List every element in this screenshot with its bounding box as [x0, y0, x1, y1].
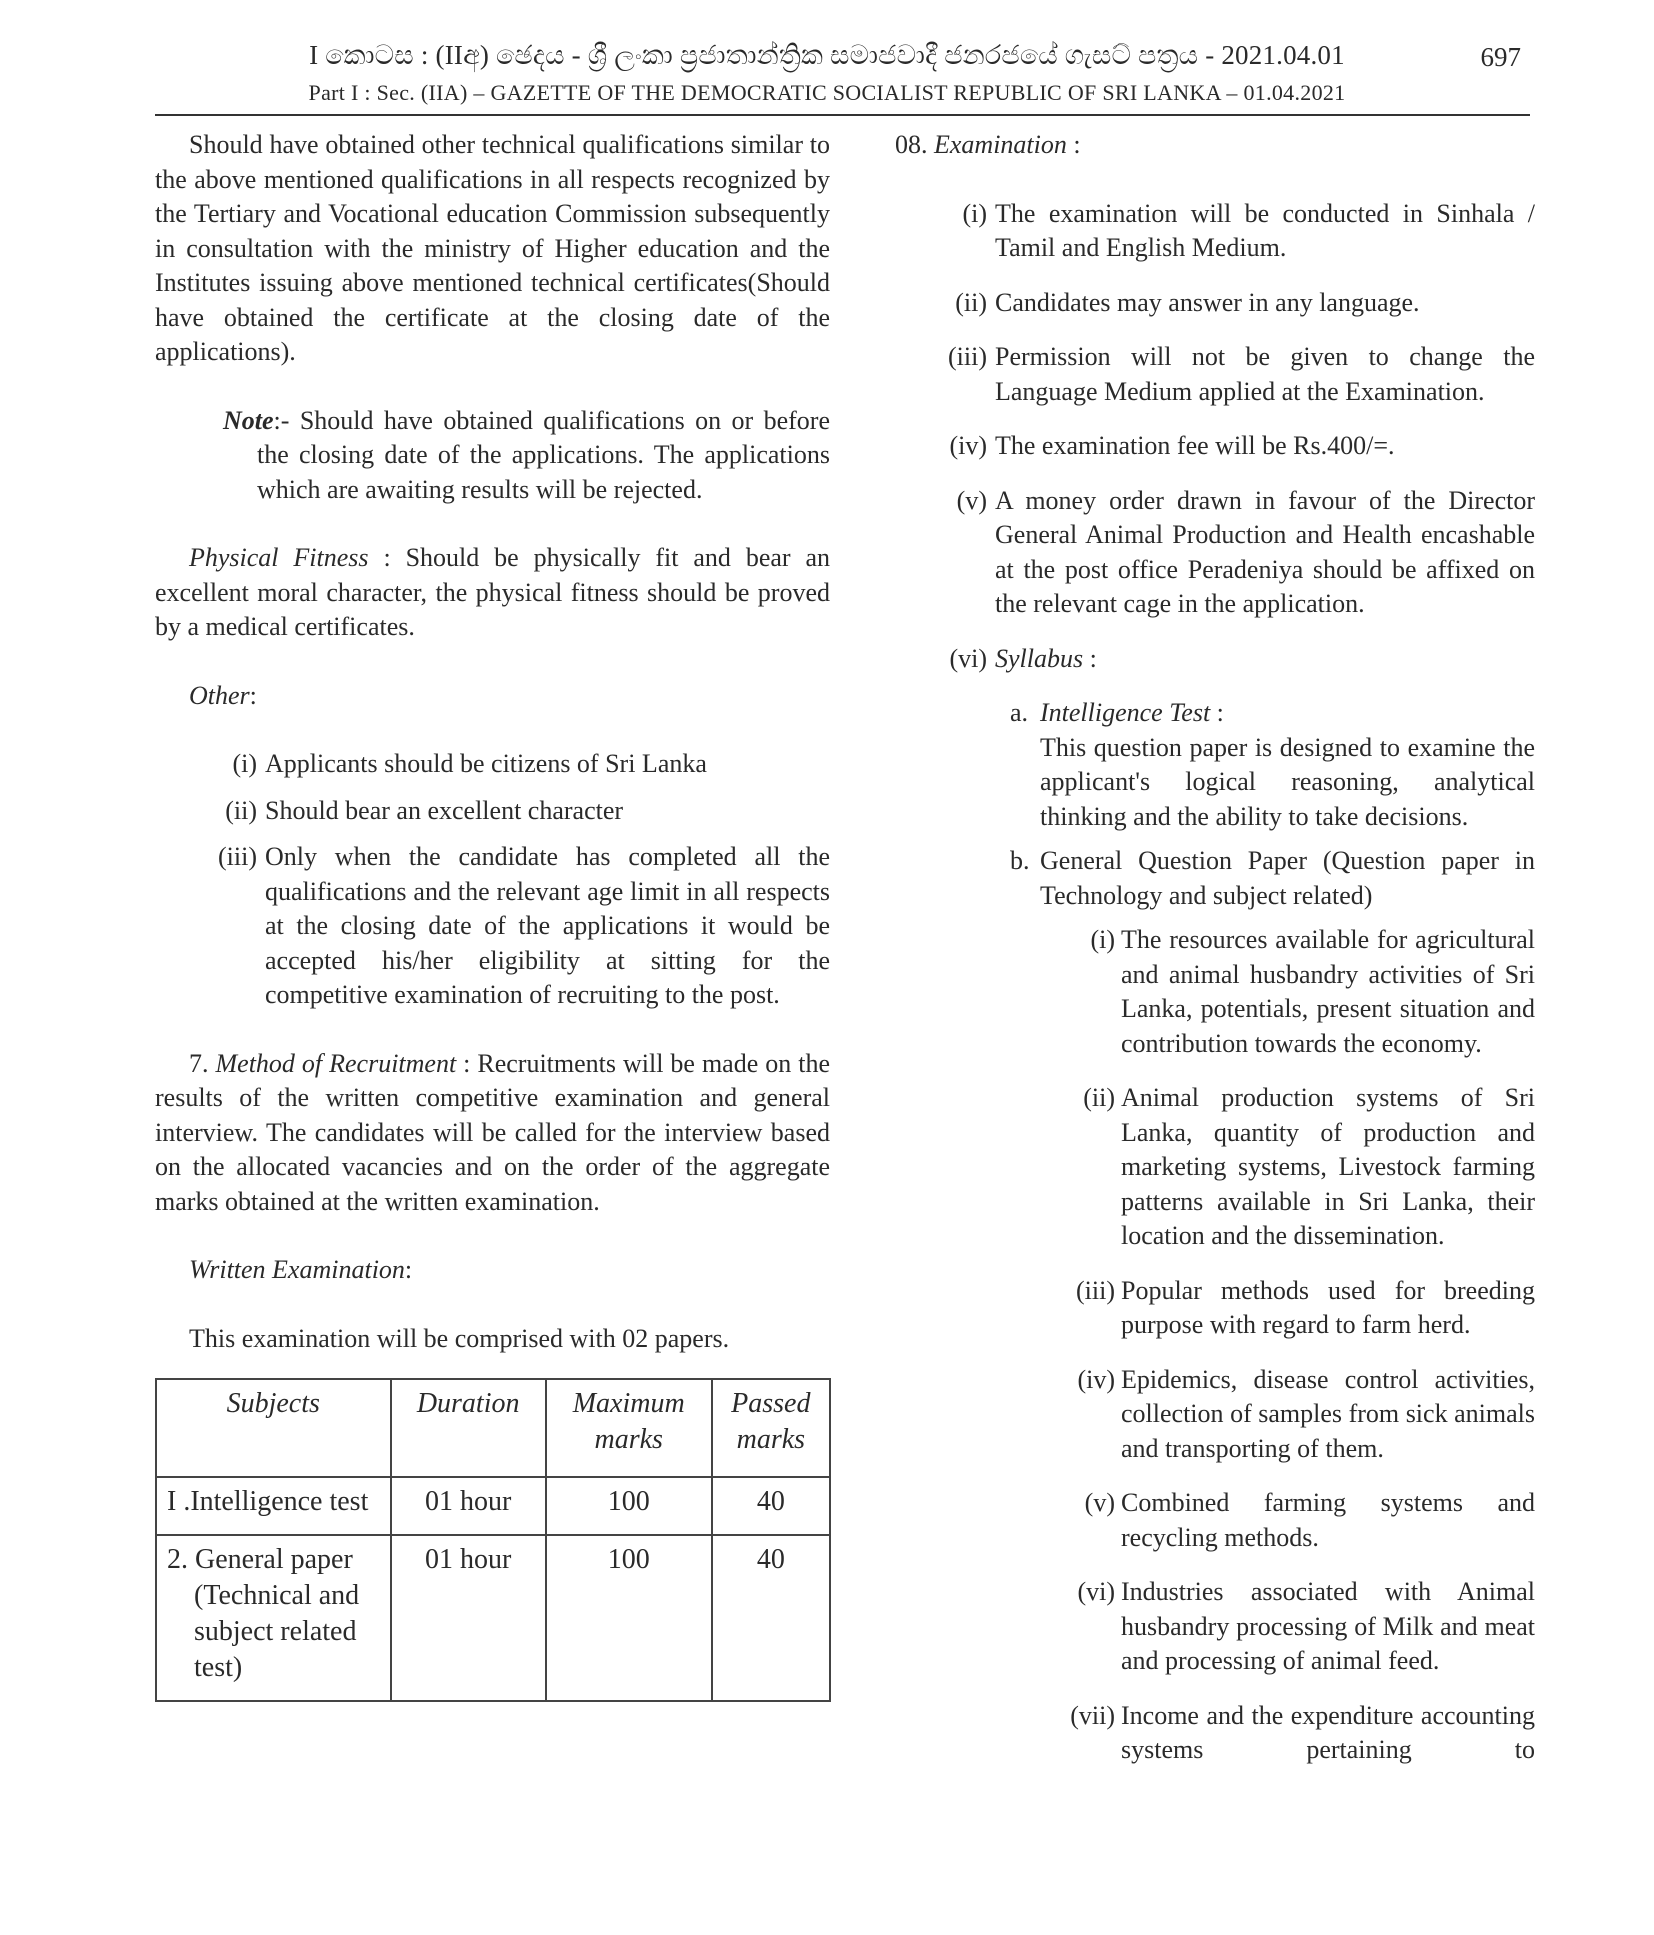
table-cell: 100: [546, 1535, 712, 1701]
page-number: 697: [1480, 42, 1521, 72]
table-header-cell: Maximum marks: [546, 1379, 712, 1477]
table-cell: 100: [546, 1477, 712, 1535]
list-item: [205, 794, 830, 829]
table-row: [156, 1535, 830, 1701]
list-item-number: (vi): [1077, 1577, 1115, 1606]
list-item-text: Applicants should be citizens of Sri Lanka: [265, 749, 707, 778]
general-paper-text: General Question Paper (Question paper in Technology and subject related): [1040, 846, 1535, 910]
list-item: [935, 286, 1535, 321]
list-item-number: (iii): [218, 842, 257, 871]
syllabus-item-b: [1010, 844, 1535, 913]
list-item-number: (i): [1090, 925, 1115, 954]
list-item-number: (iv): [949, 431, 987, 460]
list-item-text: Permission will not be given to change the Language Medium applied at the Examination.: [995, 342, 1535, 406]
list-item-text: Animal production systems of Sri Lanka, quantity of production and marketing systems, Livestock farming patterns available in Sri Lanka, their location and the dissemination.: [1121, 1083, 1535, 1250]
list-item-number: (v): [956, 485, 987, 515]
note-paragraph: [223, 404, 830, 508]
syllabus-item-a: a. Intelligence Test : This question paper is designed to examine the applicant's logical reasoning, analytical thinking and the ability to take decisions.: [1010, 696, 1535, 834]
list-item-text: Only when the candidate has completed all the qualifications and the relevant age limit in all respects at the closing date of the applications it would be accepted his/her eligibility at sitting for the competitive examination of recruiting to the post.: [265, 842, 830, 1009]
list-item-number: (iii): [948, 342, 987, 371]
list-item-text: Industries associated with Animal husbandry processing of Milk and meat and processing of animal feed.: [1121, 1577, 1535, 1675]
list-item-number: (ii): [955, 287, 987, 317]
table-row: [156, 1477, 830, 1535]
general-paper-subjects: [895, 923, 1535, 1768]
table-header-cell: Duration: [391, 1379, 546, 1477]
list-item-number: b.: [1010, 846, 1030, 875]
list-item-number: (i): [232, 749, 257, 778]
list-item: [935, 340, 1535, 409]
table-cell: 01 hour: [391, 1477, 546, 1535]
intelligence-test-label: Intelligence Test: [1040, 698, 1211, 727]
list-item-number: (vii): [1070, 1700, 1115, 1730]
table-header-row: [156, 1379, 830, 1477]
note-label: Note: [223, 405, 274, 435]
syllabus-list: [895, 696, 1535, 913]
physical-fitness-paragraph: [155, 541, 830, 645]
list-item: [1065, 1575, 1535, 1679]
written-exam-heading: Written Examination:: [189, 1255, 413, 1284]
papers-table: [155, 1378, 831, 1702]
list-item: [1065, 1081, 1535, 1254]
table-cell: I .Intelligence test: [156, 1477, 391, 1535]
list-item: [205, 747, 830, 782]
left-column: [155, 128, 830, 1702]
list-item-text: A money order drawn in favour of the Director General Animal Production and Health encashable at the post office Peradeniya should be affixed on the relevant cage in the application.: [995, 485, 1535, 618]
other-label: Other: [189, 680, 250, 710]
list-item: [1065, 1699, 1535, 1768]
list-item-number: (i): [962, 198, 987, 228]
list-item-number: (ii): [1083, 1083, 1115, 1112]
table-cell: 2. General paper (Technical and subject related test): [156, 1535, 391, 1701]
list-item-text: Epidemics, disease control activities, collection of samples from sick animals and transporting of them.: [1121, 1364, 1535, 1463]
table-cell: 40: [712, 1477, 830, 1535]
list-item: [935, 429, 1535, 464]
header-sinhala-line: I කොටස : (IIඅ) ඡෙදය - ශ්‍රී ලංකා ප්‍රජාතාන්ත්‍රික සමාජවාදී ජනරජයේ ගැසට් පත්‍රය - 2021.04.01: [309, 40, 1345, 70]
list-item: [1065, 1486, 1535, 1555]
list-item-text: The resources available for agricultural and animal husbandry activities of Sri Lanka, potentials, present situation and contribution towards the economy.: [1121, 925, 1535, 1058]
list-item: [1065, 1363, 1535, 1467]
list-item-number: (iv): [1077, 1364, 1115, 1394]
examination-label: Examination: [934, 130, 1067, 159]
method-of-recruitment-paragraph: 7. Method of Recruitment : Recruitments will be made on the results of the written competitive examination and general interview. The candidates will be called for the interview based on the allocated vacancies and on the order of the aggregate marks obtained at the written examination.: [155, 1048, 831, 1216]
written-exam-label: Written Examination: [189, 1255, 405, 1284]
intelligence-test-text: This question paper is designed to examine the applicant's logical reasoning, analytical thinking and the ability to take decisions.: [1040, 732, 1535, 831]
table-header-cell: Passed marks: [712, 1379, 830, 1477]
list-item-number: (iii): [1076, 1275, 1115, 1305]
method-label: Method of Recruitment: [215, 1048, 457, 1078]
method-text: : Recruitments will be made on the results of the written competitive examination and general interview. The candidates will be called for the interview based on the allocated vacancies and on the order of the aggregate marks obtained at the written examination.: [155, 1048, 831, 1216]
other-list: [155, 747, 830, 1013]
physical-fitness-label: Physical Fitness: [189, 543, 369, 572]
examination-list: [895, 197, 1535, 677]
list-item-text: Income and the expenditure accounting systems pertaining to: [1121, 1700, 1535, 1764]
right-column: [895, 128, 1535, 1768]
examination-heading: 08. Examination :: [895, 130, 1081, 159]
list-item: [1065, 923, 1535, 1061]
list-item-number: (v): [1084, 1488, 1115, 1517]
qualifications-paragraph: Should have obtained other technical qualifications similar to the above mentioned qualifications in all respects recognized by the Tertiary and Vocational education Commission subsequently in consultation with the ministry of Higher education and the Institutes issuing above mentioned technical certificates(Should have obtained the certificate at the closing date of the applications).: [155, 130, 830, 366]
list-item-text: Candidates may answer in any language.: [995, 287, 1420, 317]
syllabus-heading: (vi) Syllabus :: [935, 642, 1535, 677]
header-english-line: Part I : Sec. (IIA) – GAZETTE OF THE DEMOCRATIC SOCIALIST REPUBLIC OF SRI LANKA – 01.04.2021: [308, 80, 1346, 105]
list-item-text: The examination fee will be Rs.400/=.: [995, 431, 1395, 460]
list-item-text: Should bear an excellent character: [265, 795, 624, 825]
list-item: [935, 484, 1535, 622]
list-item: [205, 840, 830, 1013]
list-item-text: Combined farming systems and recycling methods.: [1121, 1488, 1535, 1552]
list-item-number: (ii): [225, 795, 257, 825]
table-header-cell: Subjects: [156, 1379, 391, 1477]
other-heading: Other:: [189, 680, 257, 710]
list-item-number: (vi): [949, 643, 987, 673]
table-cell: 01 hour: [391, 1535, 546, 1701]
list-item: [935, 197, 1535, 266]
list-item-text: Popular methods used for breeding purpose with regard to farm herd.: [1121, 1275, 1535, 1339]
list-item-text: The examination will be conducted in Sinhala / Tamil and English Medium.: [995, 198, 1535, 262]
table-cell: 40: [712, 1535, 830, 1701]
syllabus-label: Syllabus: [995, 643, 1084, 673]
comprised-text: This examination will be comprised with 02 papers.: [189, 1323, 730, 1353]
note-text: :- Should have obtained qualifications on or before the closing date of the applications. The applications which are awaiting results will be rejected.: [257, 405, 830, 504]
list-item: [1065, 1274, 1535, 1343]
header-rule: [155, 114, 1530, 116]
physical-fitness-text: : Should be physically fit and bear an excellent moral character, the physical fitness should be proved by a medical certificates.: [155, 543, 830, 641]
list-item-number: a.: [1010, 698, 1029, 727]
